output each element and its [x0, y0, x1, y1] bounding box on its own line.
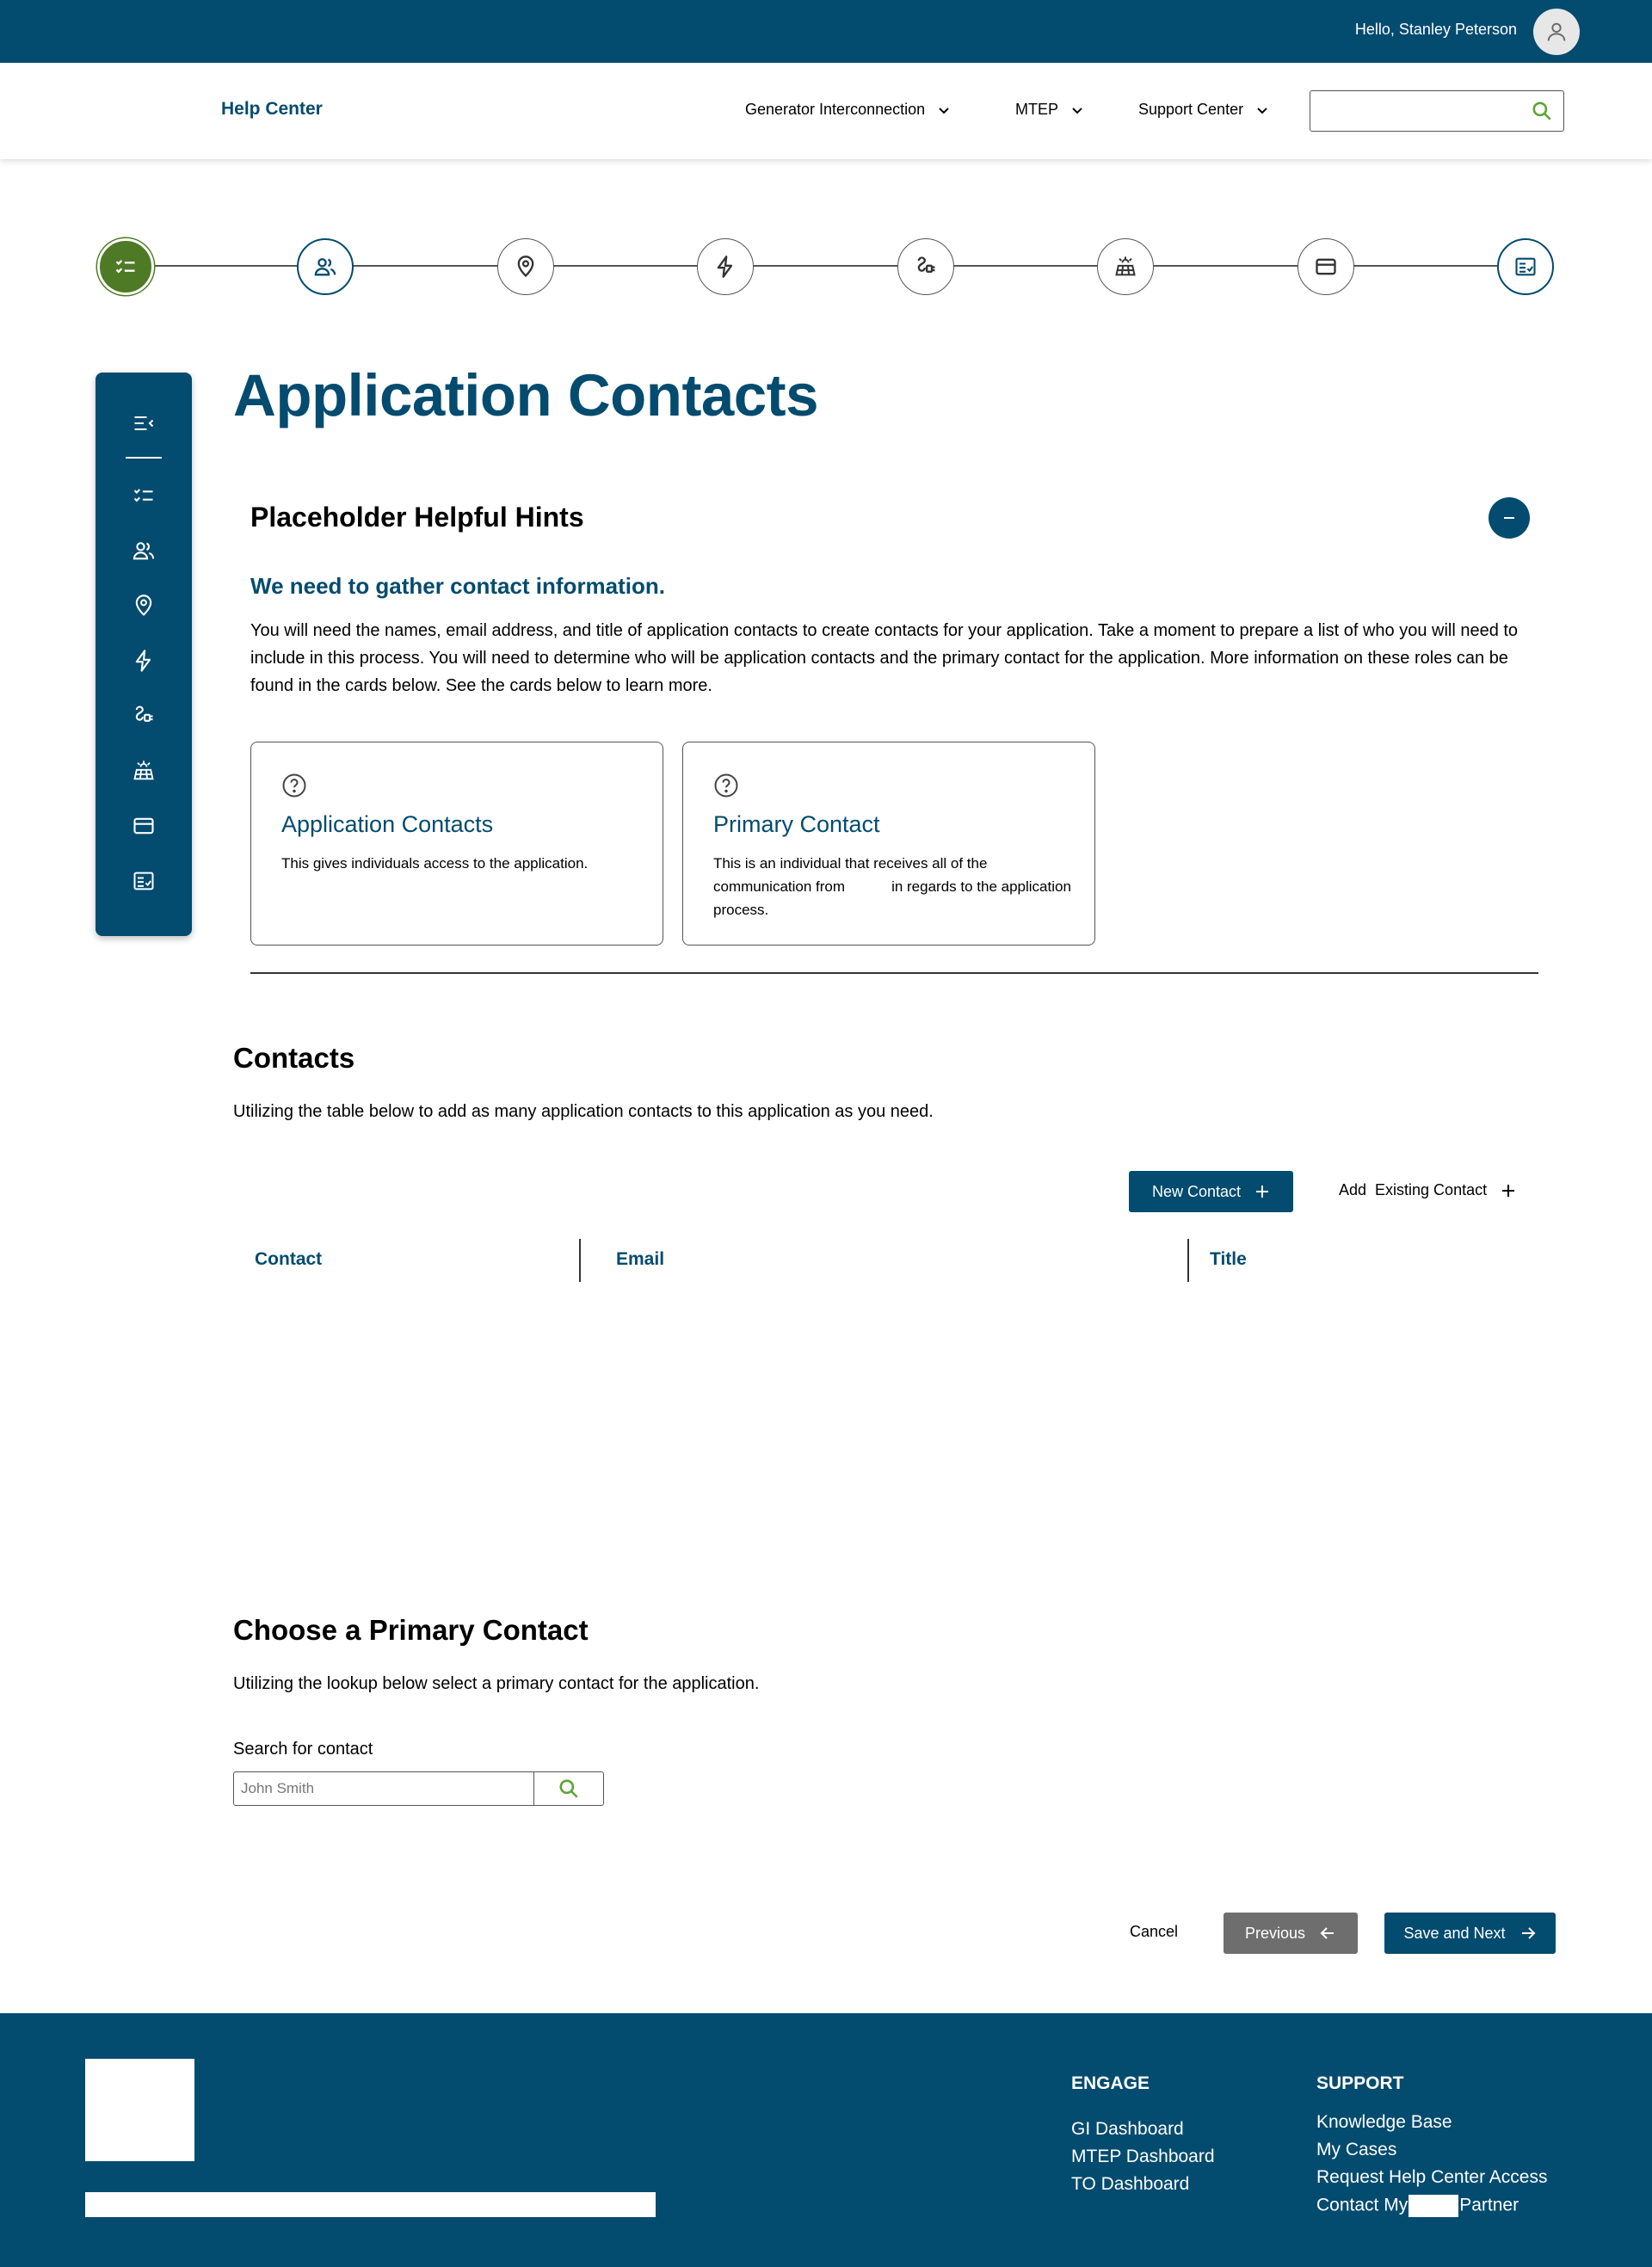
main-nav [0, 63, 1652, 159]
contacts-icon [313, 255, 337, 279]
plug-icon[interactable] [131, 703, 157, 729]
column-header-title[interactable]: Title [1210, 1249, 1247, 1269]
contacts-title: Contacts [233, 1042, 355, 1074]
collapse-hints-button[interactable] [1489, 497, 1530, 539]
hints-title: Placeholder Helpful Hints [250, 502, 584, 533]
footer-link-knowledge-base[interactable]: Knowledge Base [1316, 2112, 1452, 2132]
credit-card-icon [1314, 255, 1338, 279]
nav-item-label: MTEP [1015, 101, 1059, 118]
previous-label: Previous [1244, 1924, 1306, 1942]
info-card-primary-contact [682, 742, 1095, 946]
section-divider [250, 972, 1538, 974]
footer-link-gi-dashboard[interactable]: GI Dashboard [1071, 2119, 1184, 2139]
help-circle-icon [281, 773, 307, 798]
step-location[interactable] [497, 238, 554, 295]
card-text [713, 852, 1075, 921]
add-existing-label: Add Existing Contact [1339, 1181, 1488, 1198]
location-icon[interactable] [131, 593, 157, 619]
bolt-icon [713, 255, 737, 279]
step-interconnection[interactable] [897, 238, 954, 295]
footer-link-to-dashboard[interactable]: TO Dashboard [1071, 2174, 1190, 2194]
column-divider [579, 1239, 581, 1282]
step-payment[interactable] [1298, 238, 1354, 295]
user-greeting: Hello, Stanley Peterson [1354, 21, 1517, 38]
primary-contact-description: Utilizing the lookup below select a primary contact for the application. [233, 1674, 760, 1693]
footer-brand-bar [85, 2192, 656, 2217]
footer-support-title: SUPPORT [1316, 2073, 1404, 2093]
nav-item-label: Generator Interconnection [745, 101, 926, 118]
solar-panel-icon[interactable] [131, 758, 157, 784]
footer-link-contact-partner[interactable] [1316, 2195, 1519, 2217]
bolt-icon[interactable] [131, 648, 157, 674]
nav-item-label: Support Center [1138, 101, 1244, 118]
column-divider [1187, 1239, 1189, 1282]
footer [0, 2013, 1652, 2267]
chevron-down-icon [1070, 103, 1084, 117]
chevron-down-icon [1255, 103, 1269, 117]
save-next-label: Save and Next [1403, 1924, 1506, 1942]
info-card-application-contacts [250, 742, 663, 946]
arrow-right-icon [1519, 1925, 1537, 1942]
side-rail [96, 373, 192, 936]
rail-divider [126, 457, 162, 459]
add-existing-contact-button[interactable] [1339, 1181, 1516, 1199]
collapse-menu-icon[interactable] [131, 410, 157, 436]
card-text-before: This is an individual that receives all of the communication from [713, 855, 988, 895]
footer-link-request-access[interactable]: Request Help Center Access [1316, 2167, 1548, 2187]
step-review[interactable] [1497, 238, 1554, 295]
column-header-email[interactable]: Email [616, 1249, 665, 1269]
footer-logo [85, 2059, 194, 2161]
plug-icon [914, 255, 938, 279]
user-avatar[interactable] [1533, 9, 1580, 55]
card-text: This gives individuals access to the application. [281, 855, 589, 872]
review-icon [1513, 255, 1538, 279]
hints-body: You will need the names, email address, and title of application contacts to create contacts for your application. Take a moment to prepare a list of who you will need to include in this process. You will need to determine who will be application contacts and the primary contact for the application. More information on these roles can be found in the cards below. See the cards below to learn more. [250, 621, 1519, 695]
search-icon [558, 1777, 580, 1800]
cancel-label: Cancel [1130, 1923, 1179, 1940]
contact-search-input[interactable] [233, 1771, 534, 1806]
nav-mtep[interactable] [1015, 101, 1084, 119]
step-generation[interactable] [1097, 238, 1154, 295]
nav-generator-interconnection[interactable] [745, 101, 951, 119]
global-search-input[interactable] [1310, 90, 1564, 132]
contacts-description: Utilizing the table below to add as many application contacts to this application as you need. [233, 1102, 934, 1121]
step-contacts[interactable] [297, 238, 354, 295]
contact-link-after: Partner [1459, 2195, 1519, 2215]
search-icon[interactable] [1531, 100, 1553, 122]
user-icon [1544, 20, 1569, 44]
step-requirements[interactable] [97, 238, 154, 295]
card-title: Application Contacts [281, 811, 494, 837]
footer-link-my-cases[interactable]: My Cases [1316, 2140, 1397, 2159]
solar-panel-icon [1113, 255, 1137, 279]
top-bar [0, 0, 1652, 63]
checklist-icon [114, 255, 138, 279]
review-icon[interactable] [131, 868, 157, 894]
search-contact-label: Search for contact [233, 1740, 373, 1759]
primary-contact-title: Choose a Primary Contact [233, 1614, 589, 1646]
footer-engage-title: ENGAGE [1071, 2073, 1150, 2093]
chevron-down-icon [937, 103, 951, 117]
credit-card-icon[interactable] [131, 813, 157, 839]
new-contact-button[interactable] [1129, 1171, 1293, 1212]
plus-icon [1501, 1183, 1516, 1198]
redacted-text [1409, 2195, 1458, 2217]
cancel-button[interactable] [1130, 1923, 1178, 1941]
save-and-next-button[interactable] [1384, 1913, 1556, 1954]
nav-support-center[interactable] [1138, 101, 1269, 119]
footer-link-mtep-dashboard[interactable]: MTEP Dashboard [1071, 2147, 1215, 2166]
card-title: Primary Contact [713, 811, 880, 837]
contact-search-button[interactable] [533, 1771, 604, 1806]
contacts-icon[interactable] [131, 538, 157, 564]
page-title: Application Contacts [233, 362, 819, 428]
checklist-icon[interactable] [131, 483, 157, 508]
location-icon [514, 255, 538, 279]
help-circle-icon [713, 773, 739, 798]
previous-button[interactable] [1224, 1913, 1358, 1954]
arrow-left-icon [1319, 1925, 1336, 1942]
hints-subtitle: We need to gather contact information. [250, 573, 666, 599]
minus-icon [1501, 510, 1517, 526]
plus-icon [1254, 1184, 1270, 1199]
new-contact-label: New Contact [1151, 1182, 1242, 1200]
card-text-after: in regards to the application process. [713, 878, 1071, 918]
contact-link-before: Contact My [1316, 2195, 1409, 2215]
step-electrical[interactable] [697, 238, 754, 295]
column-header-contact[interactable]: Contact [255, 1249, 323, 1269]
help-center-link[interactable]: Help Center [221, 99, 323, 119]
